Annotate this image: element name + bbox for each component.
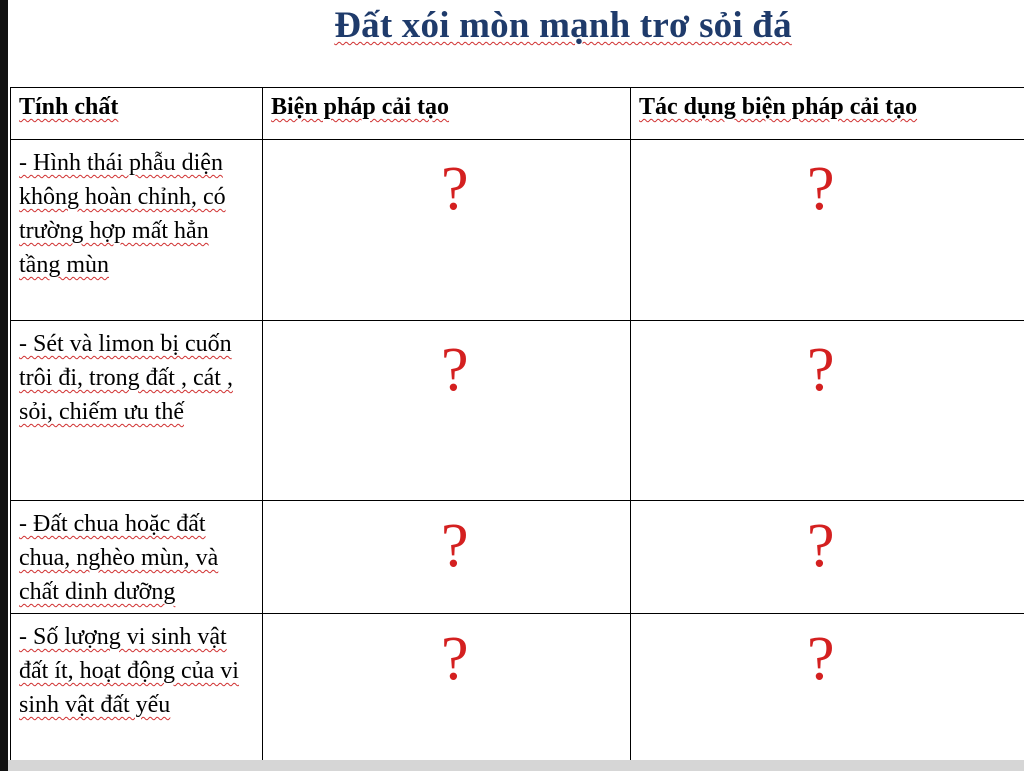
header-measure: Biện pháp cải tạo	[263, 88, 631, 140]
document-title	[8, 4, 1024, 47]
question-mark: ?	[441, 512, 469, 580]
question-mark: ?	[441, 155, 469, 223]
table-row	[11, 140, 1024, 321]
window-left-frame	[0, 0, 8, 771]
question-mark: ?	[441, 625, 469, 693]
question-mark: ?	[441, 336, 469, 404]
document-page	[8, 0, 1024, 760]
property-cell: - Số lượng vi sinh vật đất ít, hoạt động của vi sinh vật đất yếu	[11, 614, 263, 762]
document-title-text: Đất xói mòn mạnh trơ sỏi đá	[334, 5, 792, 46]
property-cell: - Sét và limon bị cuốn trôi đi, trong đất , cát , sỏi, chiếm ưu thế	[11, 321, 263, 501]
soil-improvement-table	[10, 87, 1024, 762]
effect-cell[interactable]	[631, 140, 1024, 321]
effect-cell[interactable]	[631, 614, 1024, 762]
property-cell: - Đất chua hoặc đất chua, nghèo mùn, và chất dinh dưỡng	[11, 501, 263, 614]
question-mark: ?	[807, 512, 835, 580]
window-bottom-strip	[8, 760, 1024, 771]
measure-cell[interactable]	[263, 321, 631, 501]
measure-cell[interactable]	[263, 501, 631, 614]
effect-cell[interactable]	[631, 321, 1024, 501]
question-mark: ?	[807, 155, 835, 223]
measure-cell[interactable]	[263, 140, 631, 321]
table-header-row	[11, 88, 1024, 140]
property-cell: - Hình thái phẫu diện không hoàn chỉnh, có trường hợp mất hẳn tầng mùn	[11, 140, 263, 321]
measure-cell[interactable]	[263, 614, 631, 762]
header-effect: Tác dụng biện pháp cải tạo	[631, 88, 1024, 140]
table-row	[11, 321, 1024, 501]
effect-cell[interactable]	[631, 501, 1024, 614]
question-mark: ?	[807, 625, 835, 693]
header-property: Tính chất	[11, 88, 263, 140]
question-mark: ?	[807, 336, 835, 404]
table-row	[11, 614, 1024, 762]
table-row	[11, 501, 1024, 614]
